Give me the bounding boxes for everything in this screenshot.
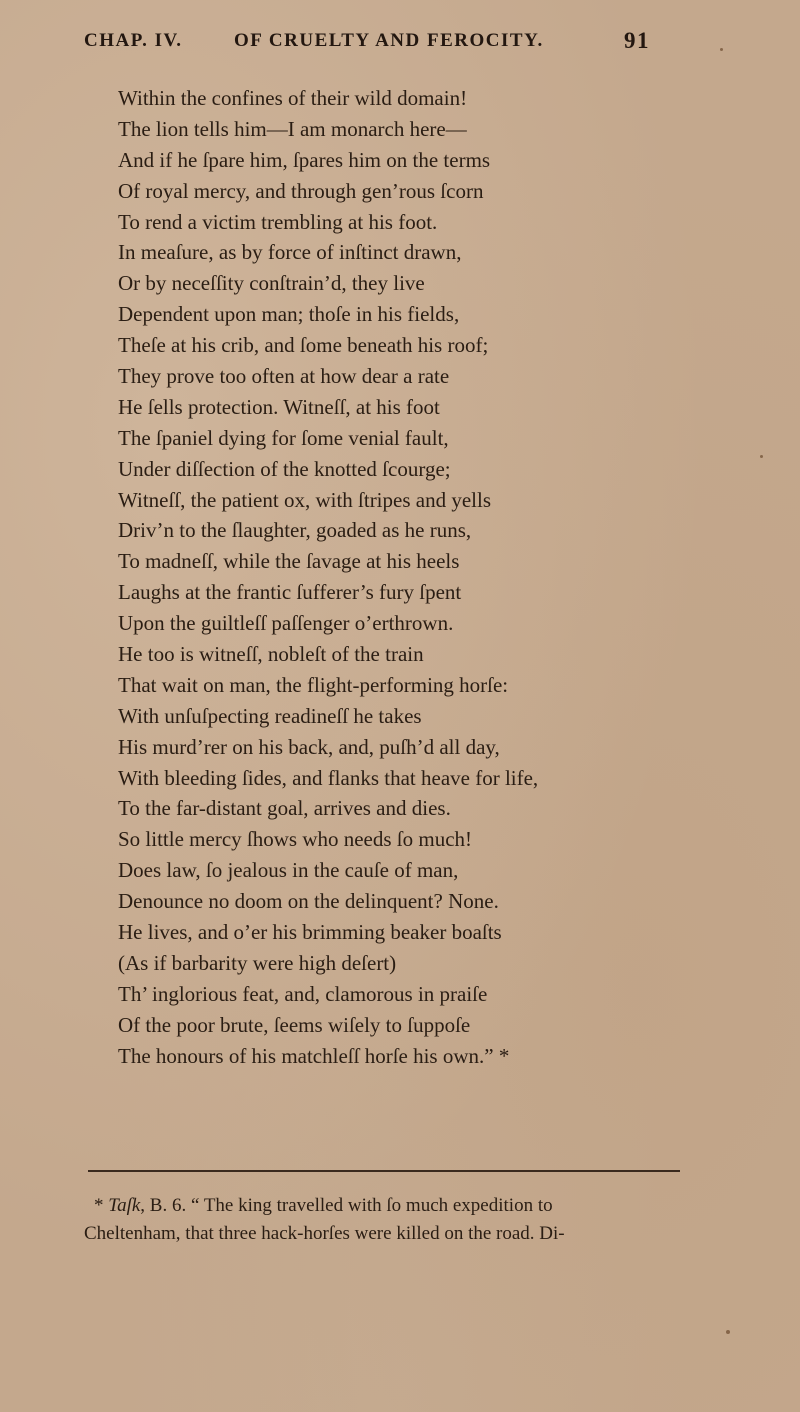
- verse-line: The lion tells him—I am monarch here—: [118, 116, 467, 141]
- verse-line: Under diſſection of the knotted ſcourge;: [118, 456, 451, 481]
- verse-line: To rend a victim trembling at his foot.: [118, 209, 438, 234]
- footnote-marker: *: [94, 1195, 104, 1216]
- verse-line: They prove too often at how dear a rate: [118, 364, 450, 389]
- verse-line: Of the poor brute, ſeems wiſely to ſuppoſe: [118, 1012, 471, 1037]
- running-head: [84, 30, 654, 56]
- verse-line: To madneſſ, while the ſavage at his heels: [118, 549, 460, 574]
- verse-line: Upon the guiltleſſ paſſenger o’erthrown.: [118, 611, 454, 636]
- verse-line: And if he ſpare him, ſpares him on the terms: [118, 147, 491, 172]
- verse-line: Th’ inglorious feat, and, clamorous in praiſe: [118, 981, 488, 1006]
- verse-line: Or by neceſſity conſtrain’d, they live: [118, 271, 425, 296]
- verse-line: Within the confines of their wild domain!: [118, 86, 468, 110]
- footnote-divider: [88, 1170, 680, 1172]
- verse-line: Theſe at his crib, and ſome beneath his roof;: [118, 333, 489, 358]
- verse-line: With unſuſpecting readineſſ he takes: [118, 703, 422, 728]
- footnote-text: “ The king travelled with ſo much expedition to: [190, 1195, 553, 1216]
- verse-line: Does law, ſo jealous in the cauſe of man,: [118, 858, 459, 883]
- verse-line: The ſpaniel dying for ſome venial fault,: [118, 425, 449, 450]
- verse-line: (As if barbarity were high deſert): [118, 950, 397, 975]
- verse-line: To the far-distant goal, arrives and dies.: [118, 796, 451, 821]
- footnote-source: Taſk: [108, 1195, 141, 1216]
- chapter-label: CHAP. IV.: [84, 30, 183, 51]
- verse-line: Dependent upon man; thoſe in his fields,: [118, 302, 460, 327]
- verse-line: His murd’rer on his back, and, puſh’d all day,: [118, 734, 500, 759]
- verse-line: Denounce no doom on the delinquent? None.: [118, 889, 499, 914]
- verse-block: [118, 83, 738, 1072]
- paper-speck: [720, 48, 723, 51]
- footnote-source-ref: , B. 6.: [140, 1195, 187, 1216]
- verse-line: Of royal mercy, and through gen’rous ſcorn: [118, 178, 484, 203]
- paper-speck: [726, 1330, 730, 1334]
- footnote-line-2: Cheltenham, that three hack-horſes were killed on the road. Di-: [84, 1223, 565, 1244]
- verse-line: Witneſſ, the patient ox, with ſtripes and yells: [118, 487, 491, 512]
- footnote: [84, 1192, 714, 1248]
- verse-line: Laughs at the frantic ſufferer’s fury ſpent: [118, 580, 462, 605]
- chapter-title: OF CRUELTY AND FEROCITY.: [234, 30, 544, 51]
- verse-line: The honours of his matchleſſ horſe his own.” *: [118, 1043, 510, 1068]
- verse-line: In meaſure, as by force of inſtinct drawn,: [118, 240, 462, 265]
- verse-line: Driv’n to the ſlaughter, goaded as he runs,: [118, 518, 472, 543]
- verse-line: That wait on man, the flight-performing horſe:: [118, 672, 509, 697]
- paper-speck: [760, 455, 763, 458]
- verse-line: He ſells protection. Witneſſ, at his foot: [118, 394, 440, 419]
- page-number: 91: [624, 28, 650, 53]
- verse-line: With bleeding ſides, and flanks that heave for life,: [118, 765, 539, 790]
- verse-line: He lives, and o’er his brimming beaker boaſts: [118, 920, 502, 945]
- footnote-line-1: [94, 1192, 714, 1220]
- verse-line: He too is witneſſ, nobleſt of the train: [118, 642, 424, 667]
- verse-line: So little mercy ſhows who needs ſo much!: [118, 827, 473, 852]
